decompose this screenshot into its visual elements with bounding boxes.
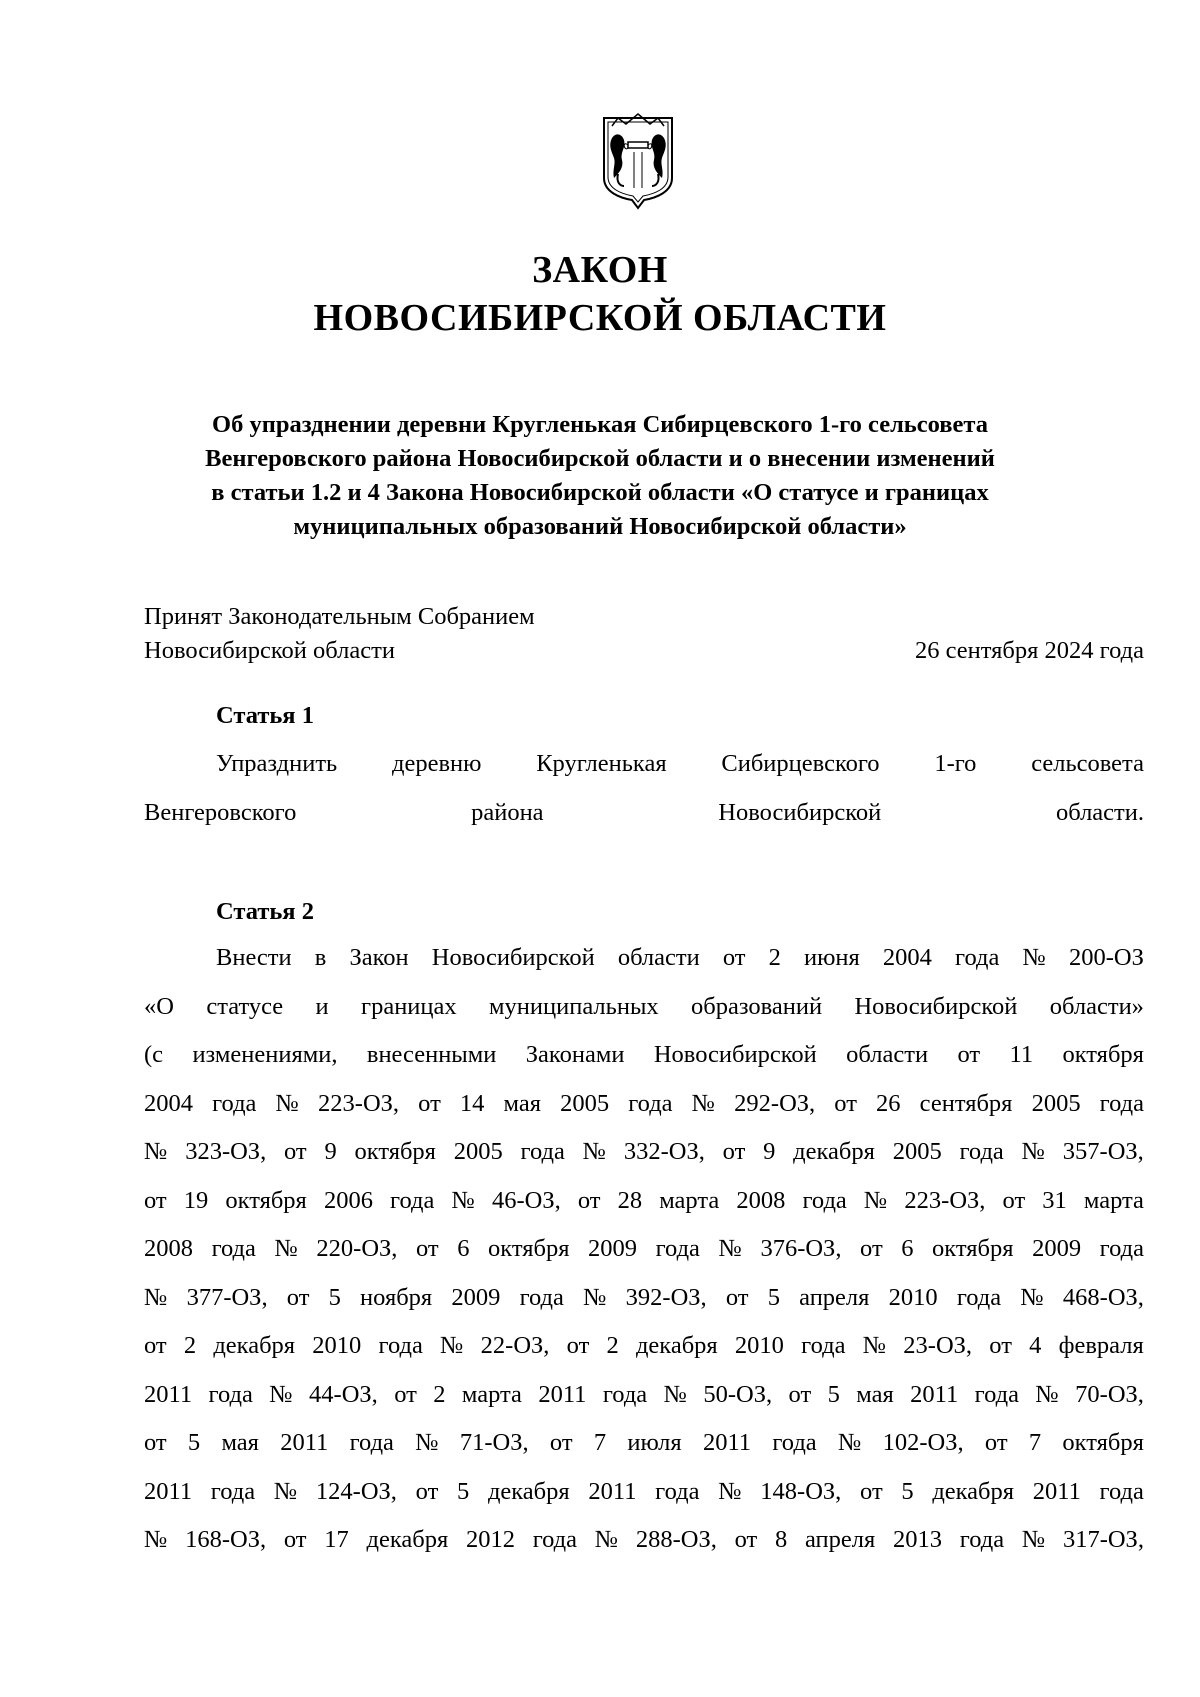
word: 31 bbox=[1042, 1186, 1067, 1214]
law-title-line-2: НОВОСИБИРСКОЙ ОБЛАСТИ bbox=[313, 297, 887, 339]
article-2-line bbox=[144, 1128, 1144, 1177]
line-words bbox=[144, 1080, 1144, 1129]
word: 46-ОЗ, bbox=[491, 1186, 561, 1214]
word: границах bbox=[361, 992, 457, 1020]
word: года bbox=[955, 944, 1000, 971]
word: изменениями, bbox=[192, 1041, 338, 1068]
word: марта bbox=[659, 1186, 720, 1214]
line-words bbox=[144, 1177, 1144, 1226]
word: от bbox=[415, 1235, 439, 1262]
word: года bbox=[959, 1138, 1004, 1165]
line-words bbox=[144, 1031, 1144, 1080]
word: от bbox=[144, 1332, 167, 1359]
word: апреля bbox=[799, 1283, 870, 1311]
word: 220-ОЗ, bbox=[316, 1235, 398, 1262]
word: 2006 bbox=[323, 1186, 373, 1214]
article-2-line bbox=[144, 1225, 1144, 1274]
word: 2 bbox=[183, 1332, 197, 1359]
word: от bbox=[984, 1429, 1008, 1456]
word: года bbox=[210, 1477, 256, 1505]
word: № bbox=[415, 1429, 439, 1456]
word: образований bbox=[691, 992, 823, 1020]
word: № bbox=[451, 1186, 475, 1214]
word: 7 bbox=[593, 1429, 607, 1456]
word: ноября bbox=[360, 1283, 433, 1311]
word: октября bbox=[1062, 1429, 1144, 1456]
word: года bbox=[974, 1380, 1019, 1408]
line-words: Венгеровского района Новосибирской области. bbox=[144, 798, 1144, 826]
line-words bbox=[216, 934, 1144, 983]
word: № bbox=[269, 1380, 293, 1408]
word: области bbox=[617, 944, 700, 971]
word: № bbox=[1021, 1526, 1046, 1553]
word: 2011 bbox=[144, 1477, 193, 1505]
word: 28 bbox=[617, 1186, 643, 1214]
word: 392-ОЗ, bbox=[625, 1283, 707, 1311]
word: 5 bbox=[456, 1477, 470, 1505]
article-1-line bbox=[144, 740, 1144, 789]
word: декабря bbox=[932, 1477, 1015, 1505]
word: 2011 bbox=[1032, 1477, 1081, 1505]
word: года bbox=[378, 1332, 423, 1359]
word: от bbox=[957, 1041, 981, 1068]
word: от bbox=[788, 1380, 812, 1408]
word: мая bbox=[856, 1380, 894, 1408]
word: от bbox=[418, 1089, 441, 1117]
word: 2009 bbox=[1032, 1235, 1082, 1262]
word: 357-ОЗ, bbox=[1062, 1138, 1144, 1165]
word: года bbox=[772, 1429, 817, 1456]
word: года bbox=[628, 1089, 673, 1117]
word: сельсовета bbox=[1031, 750, 1144, 777]
word: мая bbox=[221, 1429, 259, 1456]
word: 2004 bbox=[144, 1089, 193, 1117]
subtitle-line: в статьи 1.2 и 4 Закона Новосибирской области «О статусе и границах bbox=[211, 479, 989, 506]
word: 2013 bbox=[893, 1526, 943, 1553]
word: 8 bbox=[775, 1526, 788, 1553]
word: № bbox=[583, 1283, 607, 1311]
word: от bbox=[1002, 1186, 1026, 1214]
word: от bbox=[734, 1526, 758, 1553]
article-2-line bbox=[144, 934, 1144, 983]
word: года bbox=[655, 1477, 700, 1505]
word: от bbox=[577, 1186, 601, 1214]
word: июля bbox=[627, 1429, 682, 1456]
word: года bbox=[802, 1186, 847, 1214]
word: от bbox=[283, 1526, 307, 1553]
law-subtitle bbox=[80, 408, 1120, 544]
word: № bbox=[663, 1380, 687, 1408]
word: 5 bbox=[767, 1283, 780, 1311]
word: 323-ОЗ, bbox=[185, 1138, 267, 1165]
word: от bbox=[394, 1380, 417, 1408]
word: «О bbox=[144, 992, 174, 1020]
word: Новосибирской bbox=[653, 1041, 817, 1068]
word: 317-ОЗ, bbox=[1062, 1526, 1144, 1553]
word: от bbox=[144, 1186, 167, 1214]
word: 5 bbox=[827, 1380, 840, 1408]
article-2-line bbox=[144, 1031, 1144, 1080]
line-words bbox=[144, 1128, 1144, 1177]
word: Кругленькая bbox=[536, 750, 667, 777]
word: года bbox=[519, 1283, 564, 1311]
word: 2012 bbox=[465, 1526, 515, 1553]
word: от bbox=[722, 1138, 746, 1165]
word: 5 bbox=[901, 1477, 914, 1505]
word: № bbox=[273, 1477, 298, 1505]
line-words bbox=[144, 983, 1144, 1032]
word: 288-ОЗ, bbox=[635, 1526, 717, 1553]
article-2-heading: Статья 2 bbox=[216, 898, 314, 925]
line-words bbox=[144, 1468, 1144, 1517]
word: Внести bbox=[216, 944, 292, 971]
adoption-row bbox=[144, 634, 1144, 668]
word: 332-ОЗ, bbox=[623, 1138, 705, 1165]
word: года bbox=[1099, 1089, 1144, 1117]
law-title-line-1: ЗАКОН bbox=[532, 249, 668, 291]
word: 223-ОЗ, bbox=[904, 1186, 986, 1214]
adoption-row bbox=[144, 600, 1144, 634]
word: 2011 bbox=[910, 1380, 959, 1408]
word: февраля bbox=[1058, 1332, 1144, 1359]
word: № bbox=[144, 1283, 168, 1311]
line-words bbox=[216, 740, 1144, 789]
word: № bbox=[275, 1089, 299, 1117]
word: года bbox=[211, 1235, 256, 1262]
word: года bbox=[1099, 1235, 1144, 1262]
word: года bbox=[208, 1380, 253, 1408]
word: № bbox=[837, 1429, 862, 1456]
article-2-line bbox=[144, 1274, 1144, 1323]
word: 6 bbox=[901, 1235, 914, 1262]
word: деревню bbox=[392, 750, 482, 777]
word: года bbox=[520, 1138, 565, 1165]
word: № bbox=[582, 1138, 607, 1165]
word: 44-ОЗ, bbox=[309, 1380, 378, 1408]
word: года bbox=[532, 1526, 578, 1553]
word: года bbox=[655, 1235, 700, 1262]
article-2-text bbox=[144, 934, 1144, 1565]
line-words bbox=[144, 1419, 1144, 1468]
word: 23-ОЗ, bbox=[903, 1332, 973, 1359]
word: от bbox=[834, 1089, 857, 1117]
word: октября bbox=[1062, 1041, 1144, 1068]
word: года bbox=[801, 1332, 846, 1359]
word: № bbox=[862, 1332, 887, 1359]
word: октября bbox=[932, 1235, 1014, 1262]
word: 292-ОЗ, bbox=[734, 1089, 816, 1117]
word: года bbox=[390, 1186, 435, 1214]
word: 2010 bbox=[734, 1332, 784, 1359]
word: Закон bbox=[349, 944, 409, 971]
article-2-line bbox=[144, 983, 1144, 1032]
word: года bbox=[959, 1526, 1005, 1553]
word: 2005 bbox=[560, 1089, 610, 1117]
word: декабря bbox=[635, 1332, 718, 1359]
word: 2005 bbox=[1031, 1089, 1081, 1117]
word: 50-ОЗ, bbox=[703, 1380, 773, 1408]
word: 223-ОЗ, bbox=[318, 1089, 400, 1117]
word: 2011 bbox=[702, 1429, 752, 1456]
word: 2008 bbox=[144, 1235, 193, 1262]
word: 102-ОЗ, bbox=[882, 1429, 964, 1456]
word: № bbox=[1035, 1380, 1059, 1408]
word: 1-го bbox=[934, 750, 977, 777]
word: 17 bbox=[324, 1526, 349, 1553]
word: 148-ОЗ, bbox=[760, 1477, 842, 1505]
word: 200-ОЗ bbox=[1069, 944, 1144, 971]
word: 11 bbox=[1009, 1041, 1034, 1068]
word: 9 bbox=[763, 1138, 776, 1165]
word: 377-ОЗ, bbox=[186, 1283, 268, 1311]
word: декабря bbox=[366, 1526, 449, 1553]
word: внесенными bbox=[366, 1041, 497, 1068]
word: 2 bbox=[606, 1332, 619, 1359]
word: Законами bbox=[525, 1041, 625, 1068]
subtitle-line: Венгеровского района Новосибирской области и о внесении изменений bbox=[205, 445, 995, 472]
word: статусе bbox=[206, 992, 284, 1020]
word: 9 bbox=[324, 1138, 337, 1165]
word: № bbox=[144, 1526, 168, 1553]
line-words bbox=[144, 1371, 1144, 1420]
word: от bbox=[144, 1429, 167, 1456]
word: от bbox=[725, 1283, 749, 1311]
word: от bbox=[566, 1332, 590, 1359]
word: № bbox=[1021, 1138, 1045, 1165]
word: года bbox=[212, 1089, 257, 1117]
word: мая bbox=[503, 1089, 542, 1117]
word: области» bbox=[1049, 992, 1144, 1020]
article-2-line bbox=[144, 1516, 1144, 1565]
adoption-date: 26 сентября 2024 года bbox=[915, 637, 1144, 664]
word: 2 bbox=[433, 1380, 446, 1408]
line-words bbox=[144, 1322, 1144, 1371]
article-2-line bbox=[144, 1468, 1144, 1517]
word: марта bbox=[1083, 1186, 1144, 1214]
word: и bbox=[315, 992, 329, 1020]
word: 2009 bbox=[451, 1283, 501, 1311]
word: 2011 bbox=[280, 1429, 329, 1456]
word: 2005 bbox=[892, 1138, 942, 1165]
word: 2004 bbox=[882, 944, 932, 971]
word: 2010 bbox=[312, 1332, 362, 1359]
adoption-block bbox=[144, 600, 1144, 668]
word: от bbox=[860, 1235, 883, 1262]
word: года bbox=[602, 1380, 648, 1408]
article-2-line bbox=[144, 1371, 1144, 1420]
word: октября bbox=[488, 1235, 570, 1262]
word: декабря bbox=[487, 1477, 570, 1505]
word: 22-ОЗ, bbox=[480, 1332, 550, 1359]
word: № bbox=[594, 1526, 619, 1553]
word: октября bbox=[225, 1186, 307, 1214]
adoption-line-1: Принят Законодательным Собранием bbox=[144, 603, 535, 630]
word: № bbox=[144, 1138, 168, 1165]
word: в bbox=[314, 944, 327, 971]
word: от bbox=[722, 944, 746, 971]
word: № bbox=[718, 1235, 742, 1262]
word: от bbox=[860, 1477, 883, 1505]
word: 2009 bbox=[588, 1235, 638, 1262]
word: года bbox=[349, 1429, 394, 1456]
article-2-line bbox=[144, 1419, 1144, 1468]
word: октября bbox=[354, 1138, 436, 1165]
word: от bbox=[549, 1429, 573, 1456]
word: сентября bbox=[919, 1089, 1013, 1117]
coat-of-arms-icon bbox=[598, 112, 678, 210]
word: № bbox=[718, 1477, 742, 1505]
word: 2010 bbox=[888, 1283, 938, 1311]
word: муниципальных bbox=[489, 992, 659, 1020]
word: 2011 bbox=[144, 1380, 193, 1408]
word: № bbox=[1022, 944, 1046, 971]
word: 19 bbox=[183, 1186, 209, 1214]
article-1-line bbox=[144, 789, 1144, 838]
word: 26 bbox=[876, 1089, 901, 1117]
word: от bbox=[415, 1477, 439, 1505]
subtitle-line: муниципальных образований Новосибирской области» bbox=[293, 513, 907, 540]
word: 70-ОЗ, bbox=[1075, 1380, 1144, 1408]
word: от bbox=[286, 1283, 310, 1311]
article-2-line bbox=[144, 1080, 1144, 1129]
article-1-text bbox=[144, 740, 1144, 837]
word: года bbox=[1099, 1477, 1144, 1505]
word: 14 bbox=[459, 1089, 485, 1117]
word: 468-ОЗ, bbox=[1062, 1283, 1144, 1311]
word: 5 bbox=[187, 1429, 201, 1456]
word: 168-ОЗ, bbox=[185, 1526, 267, 1553]
word: апреля bbox=[804, 1526, 876, 1553]
word: от bbox=[989, 1332, 1012, 1359]
line-words bbox=[144, 1516, 1144, 1565]
word: 6 bbox=[457, 1235, 470, 1262]
line-words bbox=[144, 1225, 1144, 1274]
article-2-line bbox=[144, 1177, 1144, 1226]
word: 124-ОЗ, bbox=[315, 1477, 397, 1505]
word: 2 bbox=[768, 944, 781, 971]
word: 4 bbox=[1029, 1332, 1042, 1359]
word: № bbox=[691, 1089, 716, 1117]
word: декабря bbox=[213, 1332, 296, 1359]
word: № bbox=[274, 1235, 298, 1262]
word: марта bbox=[461, 1380, 522, 1408]
word: 7 bbox=[1028, 1429, 1042, 1456]
word: года bbox=[956, 1283, 1002, 1311]
article-2-line bbox=[144, 1322, 1144, 1371]
word: 71-ОЗ, bbox=[459, 1429, 529, 1456]
word: 2005 bbox=[453, 1138, 503, 1165]
word: 2008 bbox=[736, 1186, 786, 1214]
word: № bbox=[440, 1332, 464, 1359]
word: № bbox=[1020, 1283, 1044, 1311]
line-words bbox=[144, 1274, 1144, 1323]
word: Новосибирской bbox=[854, 992, 1018, 1020]
article-1-heading: Статья 1 bbox=[216, 702, 314, 729]
word: от bbox=[284, 1138, 307, 1165]
word: 2011 bbox=[588, 1477, 637, 1505]
word: Новосибирской bbox=[431, 944, 595, 971]
subtitle-line: Об упразднении деревни Кругленькая Сибирцевского 1-го сельсовета bbox=[212, 411, 988, 438]
adoption-line-2: Новосибирской области bbox=[144, 637, 395, 664]
word: июня bbox=[803, 944, 860, 971]
word: области bbox=[846, 1041, 929, 1068]
word: (с bbox=[144, 1041, 164, 1068]
word: 5 bbox=[328, 1283, 341, 1311]
word: декабря bbox=[793, 1138, 875, 1165]
word: 376-ОЗ, bbox=[760, 1235, 842, 1262]
word: 2011 bbox=[538, 1380, 587, 1408]
word: № bbox=[863, 1186, 888, 1214]
word: Упразднить bbox=[216, 750, 338, 777]
word: Сибирцевского bbox=[721, 750, 880, 777]
